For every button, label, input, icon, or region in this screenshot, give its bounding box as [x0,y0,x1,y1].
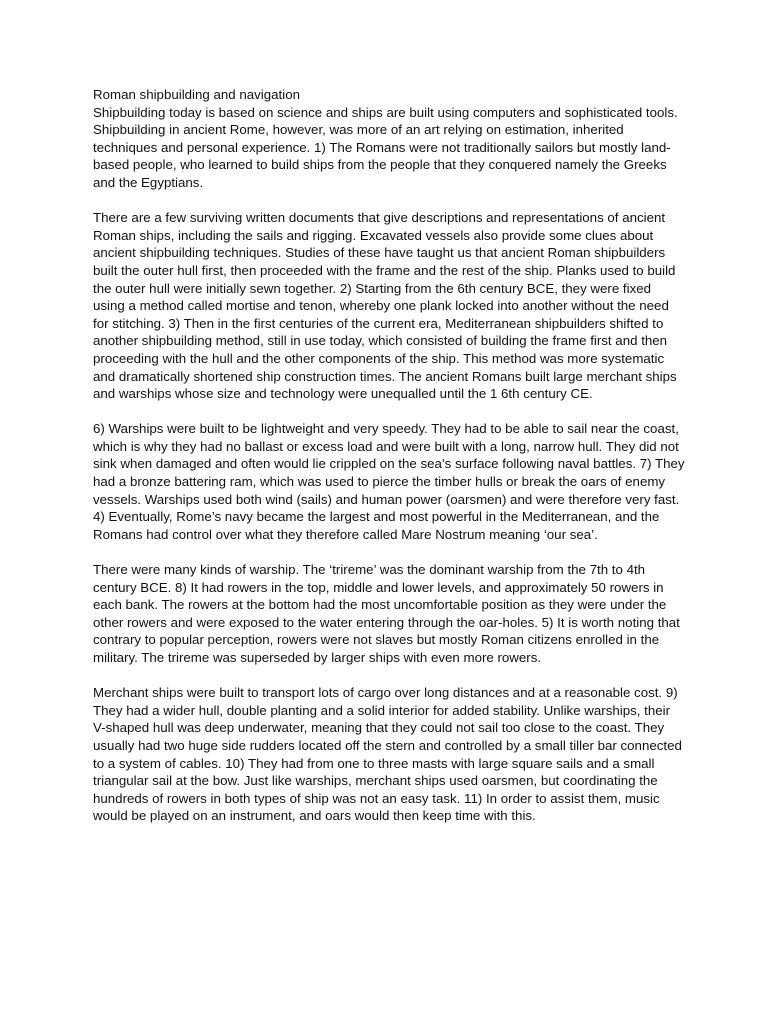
paragraph-warships: 6) Warships were built to be lightweight and very speedy. They had to be able to sail near the coast, which is why they had no ballast or excess load and were built with a long, narrow hull. They did not sink when damaged and often would lie crippled on the sea’s surface following naval battles. 7) They had a bronze battering ram, which was used to pierce the timber hulls or break the oars of enemy vessels. Warships used both wind (sails) and human power (oarsmen) and were therefore very fast. 4) Eventually, Rome’s navy became the largest and most powerful in the Mediterranean, and the Romans had control over what they therefore called Mare Nostrum meaning ‘our sea’. [93,421,685,542]
document-title: Roman shipbuilding and navigation [93,87,300,102]
paragraph-merchant-ships: Merchant ships were built to transport lots of cargo over long distances and at a reasonable cost. 9) They had a wider hull, double planting and a solid interior for added stability. Unlike warships, their V-shaped hull was deep underwater, meaning that they could not sail too close to the coast. They usually had two huge side rudders located off the stern and controlled by a small tiller bar connected to a system of cables. 10) They had from one to three masts with large square sails and a small triangular sail at the bow. Just like warships, merchant ships used oarsmen, but coordinating the hundreds of rowers in both types of ship was not an easy task. 11) In order to assist them, music would be played on an instrument, and oars would then keep time with this. [93,685,682,824]
paragraph-documents: There are a few surviving written documents that give descriptions and representations of ancient Roman ships, including the sails and rigging. Excavated vessels also provide some clues about ancient shipbuilding techniques. Studies of these have taught us that ancient Roman shipbuilders built the outer hull first, then proceeded with the frame and the rest of the ship. Planks used to build the outer hull were initially sewn together. 2) Starting from the 6th century BCE, they were fixed using a method called mortise and tenon, whereby one plank locked into another without the need for stitching. 3) Then in the first centuries of the current era, Mediterranean shipbuilders shifted to another shipbuilding method, still in use today, which consisted of building the frame first and then proceeding with the hull and the other components of the ship. This method was more systematic and dramatically shortened ship construction times. The ancient Romans built large merchant ships and warships whose size and technology were unequalled until the 1 6th century CE. [93,210,677,402]
document-page [93,86,685,843]
paragraph-intro: Shipbuilding today is based on science and ships are built using computers and sophisticated tools. Shipbuilding in ancient Rome, however, was more of an art relying on estimation, inherited techniques and personal experience. 1) The Romans were not traditionally sailors but mostly land- based people, who learned to build ships from the people that they conquered namely the Greeks and the Egyptians. [93,104,678,190]
paragraph-trireme: There were many kinds of warship. The ‘trireme’ was the dominant warship from the 7th to 4th century BCE. 8) It had rowers in the top, middle and lower levels, and approximately 50 rowers in each bank. The rowers at the bottom had the most uncomfortable position as they were under the other rowers and were exposed to the water entering through the oar-holes. 5) It is worth noting that contrary to popular perception, rowers were not slaves but mostly Roman citizens enrolled in the military. The trireme was superseded by larger ships with even more rowers. [93,562,680,665]
